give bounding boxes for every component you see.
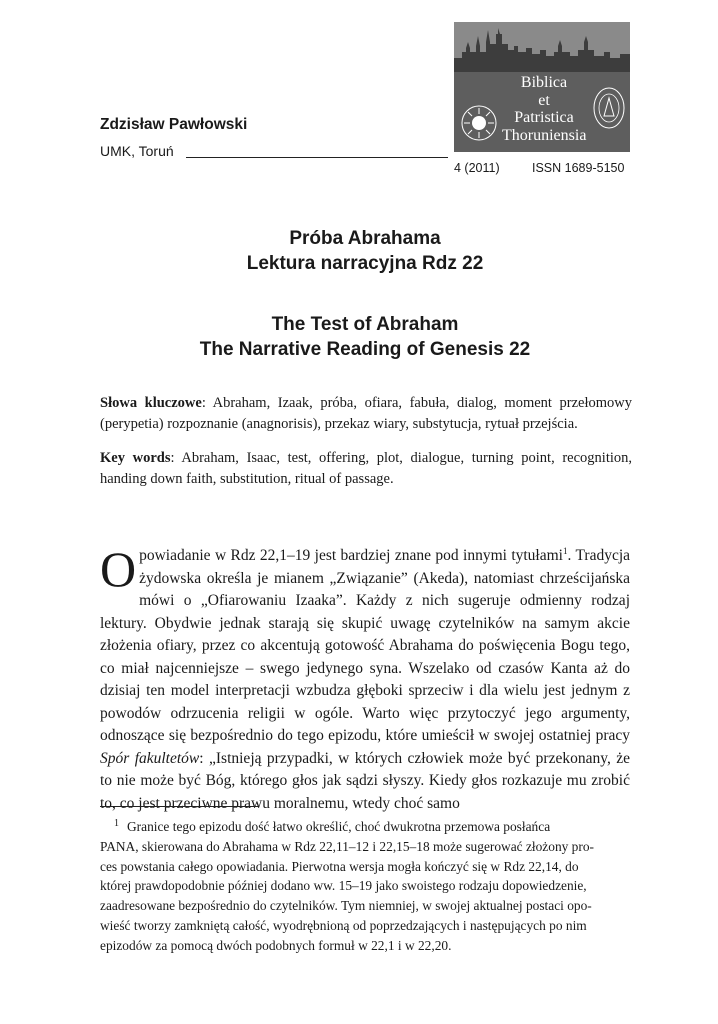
footnote-line <box>100 817 630 837</box>
body-paragraph <box>100 541 631 815</box>
book-title: Spór fakultetów <box>100 749 200 767</box>
polish-title <box>100 226 630 276</box>
footnote-line: zaadresowane bezpośrednio do czytelników. Tym niemniej, w swojej aktualnej postaci opo- <box>100 898 592 914</box>
journal-title-line: et <box>538 91 550 109</box>
sun-seal-icon <box>460 104 498 142</box>
footnote-number: 1 <box>114 817 119 829</box>
polish-keywords <box>100 393 632 434</box>
footnote-reference[interactable]: 1 <box>563 545 568 556</box>
footnote-line: PANA, skierowana do Abrahama w Rdz 22,11–12 i 22,15–18 może sugerować złożony pro- <box>100 838 594 854</box>
journal-title-line: Patristica <box>514 109 574 126</box>
footnote-line: epizodów za pomocą dwóch podobnych formuł w 22,1 i w 22,20. <box>100 937 452 953</box>
polish-title-line: Próba Abrahama <box>289 228 441 249</box>
keywords-label: Słowa kluczowe <box>100 395 202 411</box>
english-title <box>100 312 630 362</box>
english-subtitle-line: The Narrative Reading of Genesis 22 <box>199 339 531 360</box>
polish-subtitle-line: Lektura narracyjna Rdz 22 <box>246 253 484 274</box>
affiliation-rule <box>186 157 448 158</box>
city-skyline-icon <box>454 22 630 72</box>
drop-cap: O <box>100 541 137 597</box>
footnote-rule <box>100 806 258 807</box>
journal-title-line: Thoruniensia <box>502 126 587 144</box>
university-seal-icon <box>592 86 626 130</box>
body-text: : „Istnieją przypadki, w których człowiek może być przekonany, że to nie może być Bóg, którego głos jak sądzi słyszy. Kiedy głos rozkazuje mu zrobić to, co jest przeciwne prawu moralnemu, wtedy choć samo <box>100 749 631 812</box>
journal-title <box>502 74 586 144</box>
author-name: Zdzisław Pawłowski <box>100 116 248 133</box>
keywords-text: : Abraham, Izaak, próba, ofiara, fabuła, dialog, moment przełomowy (perypetia) rozpoznanie (anagnorisis), przekaz wiary, substytucja, rytuał przejścia. <box>100 395 633 432</box>
body-text: . Tradycja żydowska określa je mianem „Związanie” (Akeda), natomiast chrześcijańska mówi o „Ofiarowaniu Izaaka”. Każdy z nich sugeruje odmienny rodzaj lektury. Obydwie jednak starają się skupić uwagę czytelników na samym akcie złożenia ofiary, przez co akcentują gotowość Abrahama do poświęcenia Bogu tego, co miał najcenniejsze – swego jedynego syna. Wszelako od czasów Kanta aż do dzisiaj ten model interpretacji wzbudza głęboki sprzeciw i dla wielu jest jednym z powodów odrzucenia religii w ogóle. Warto więc przytoczyć jego argumenty, odnoszące się bezpośrednio do tego epizodu, które umieścił w swojej ostatniej pracy <box>100 547 631 744</box>
body-text: powiadanie w Rdz 22,1–19 jest bardziej znane pod innymi tytułami <box>139 547 563 564</box>
issue-number: 4 (2011) <box>454 161 500 175</box>
issn-number: ISSN 1689-5150 <box>532 161 625 175</box>
author-affiliation: UMK, Toruń <box>100 143 174 159</box>
footnote-line: wieść tworzy zamkniętą całość, wyodrębnioną od poprzedzających i następujących po nim <box>100 917 587 933</box>
keywords-label: Key words <box>100 450 171 466</box>
footnote-text: Granice tego epizodu dość łatwo określić, choć dwukrotna przemowa posłańca <box>127 819 551 834</box>
footnote <box>100 817 630 956</box>
journal-logo <box>454 22 630 152</box>
footnote-line: ces powstania całego opowiadania. Pierwotna wersja mogła kończyć się w Rdz 22,14, do <box>100 858 579 874</box>
journal-title-line: Biblica <box>520 74 568 91</box>
footnote-line: której prawdopodobnie później dodano ww. 15–19 jako swoistego rodzaju dopowiedzenie, <box>100 878 587 894</box>
keywords-text: : Abraham, Isaac, test, offering, plot, dialogue, turning point, recognition, handing down faith, substitution, ritual of passage. <box>100 450 632 487</box>
english-keywords <box>100 448 632 489</box>
english-title-line: The Test of Abraham <box>271 314 459 335</box>
